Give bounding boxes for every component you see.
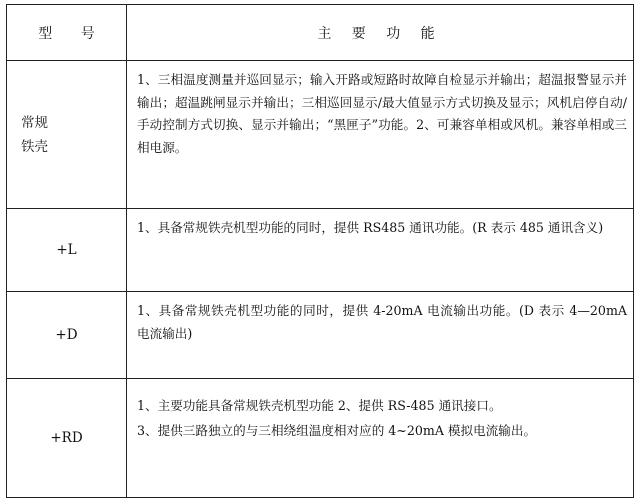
- function-text: 1、具备常规铁壳机型功能的同时，提供 RS485 通讯功能。(R 表示 485 通讯含义): [137, 220, 604, 235]
- table-header-row: [7, 5, 634, 61]
- function-text: 1、三相温度测量并巡回显示；输入开路或短路时故障自检显示并输出；超温报警显示并输出；超温跳闸显示并输出；三相巡回显示/最大值显示方式切换及显示；风机启停自动/手动控制方式切换、显示并输出；“黑匣子”功能。2、可兼容单相或风机。兼容单相或三相电源。: [137, 72, 627, 155]
- model-function-table: [6, 4, 634, 498]
- function-text-line2: 3、提供三路独立的与三相绕组温度相对应的 4~20mA 模拟电流输出。: [137, 423, 537, 438]
- function-text: 1、具备常规铁壳机型功能的同时，提供 4-20mA 电流输出功能。(D 表示 4—20mA 电流输出): [137, 303, 627, 341]
- model-cell-l: +L: [7, 209, 127, 292]
- function-cell: [127, 209, 634, 292]
- table-row: [7, 209, 634, 292]
- function-text-line1: 1、主要功能具备常规铁壳机型功能 2、提供 RS-485 通讯接口。: [137, 398, 502, 413]
- model-cell-rd: +RD: [7, 379, 127, 498]
- function-cell: [127, 61, 634, 209]
- function-cell: [127, 292, 634, 379]
- header-function: 主 要 功 能: [127, 5, 634, 61]
- table-row: [7, 61, 634, 209]
- header-model: 型 号: [7, 5, 127, 61]
- model-label-line1: 常规: [21, 114, 48, 131]
- model-cell-standard: [7, 61, 127, 209]
- function-cell: [127, 379, 634, 498]
- model-cell-d: +D: [7, 292, 127, 379]
- table-row: [7, 379, 634, 498]
- model-label-line2: 铁壳: [21, 138, 48, 155]
- table-row: [7, 292, 634, 379]
